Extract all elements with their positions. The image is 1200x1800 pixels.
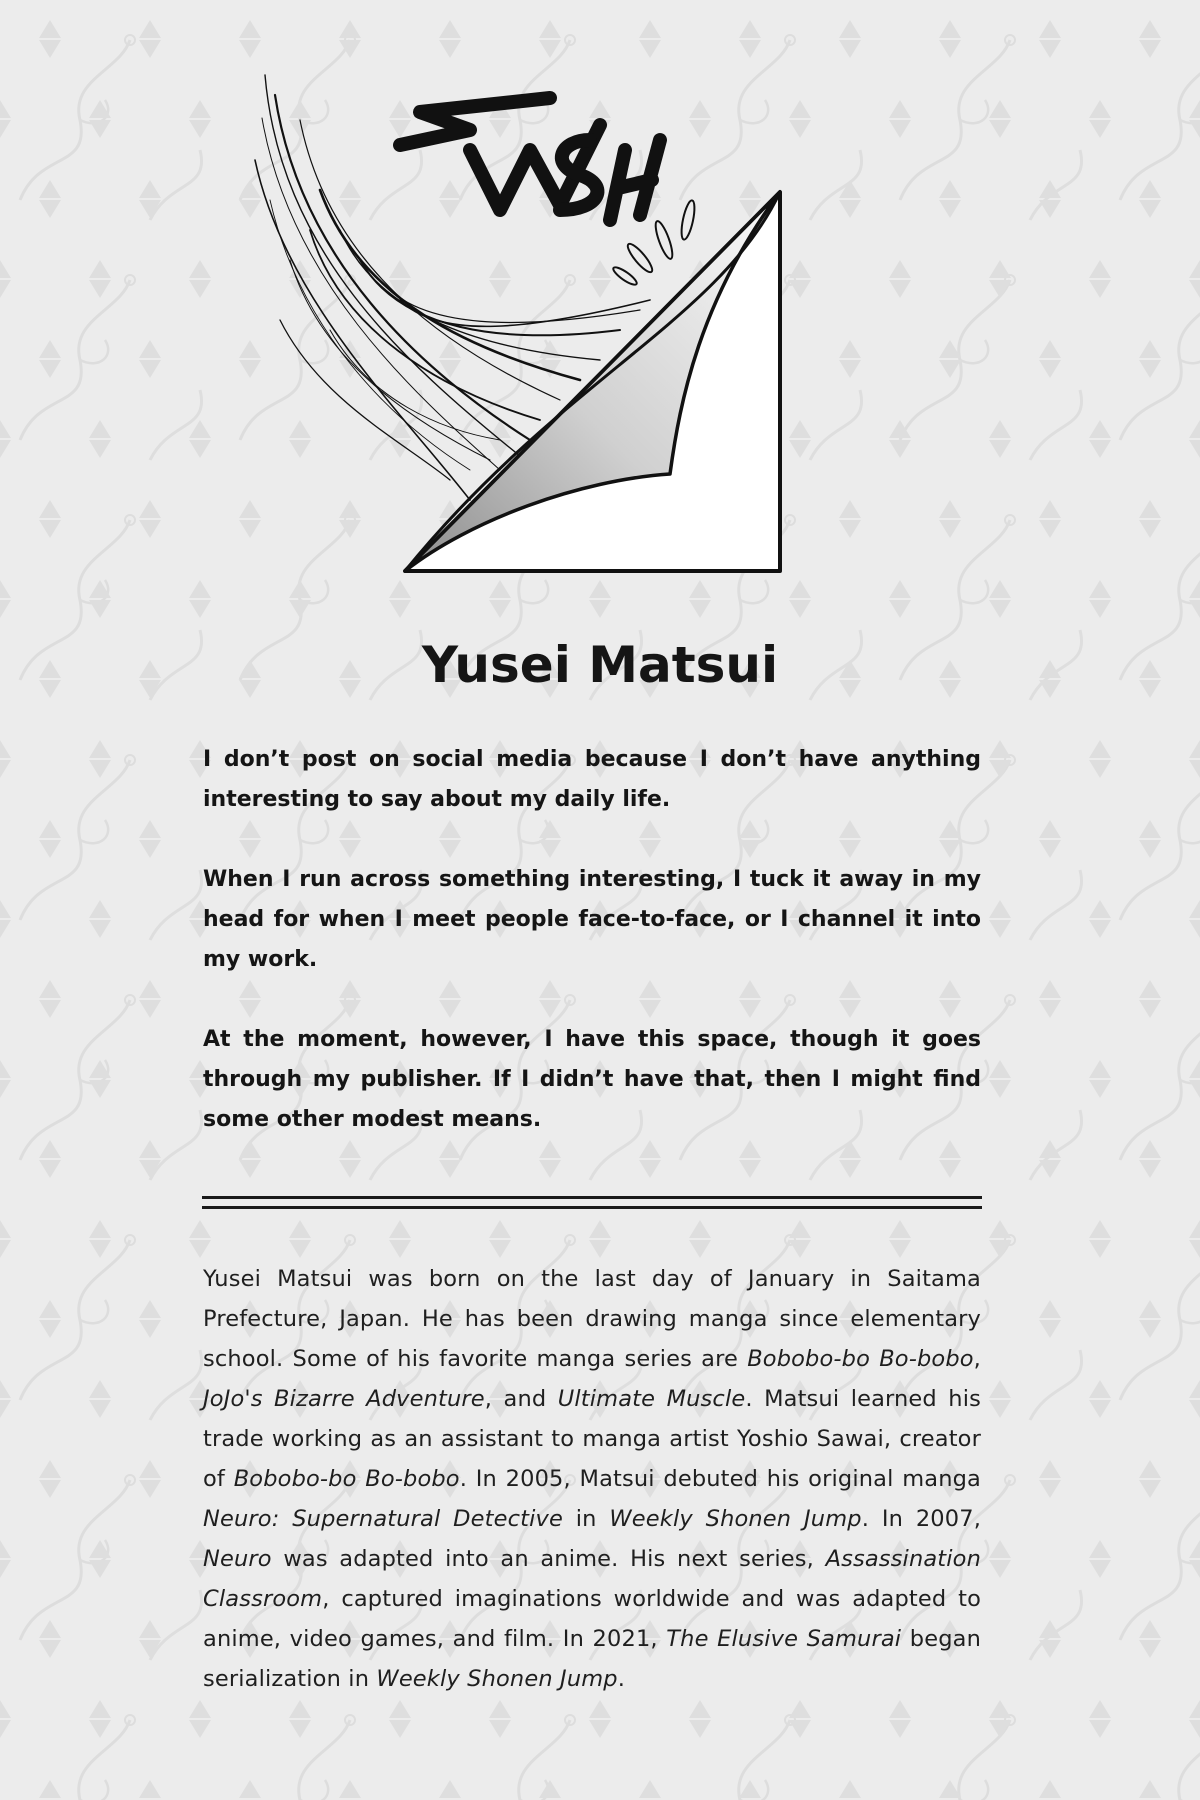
bio-text: , captured imaginations worldwide and was adapted to anime, video games, and film. In 2021,: [203, 1586, 981, 1652]
bio-text: in: [562, 1506, 610, 1532]
bio-title: Weekly Shonen Jump: [609, 1506, 862, 1532]
swsh-sound-effect: [400, 98, 660, 220]
author-quote-paragraph: At the moment, however, I have this space, though it goes through my publisher. If I didn’t have that, then I might find some other modest means.: [203, 1027, 981, 1132]
section-divider-line: [202, 1196, 982, 1199]
bio-title: Ultimate Muscle: [557, 1386, 746, 1412]
bio-title: Neuro: [203, 1546, 272, 1572]
author-quote-paragraph: When I run across something interesting, I tuck it away in my head for when I meet people face-to-face, or I channel it into my work.: [203, 867, 981, 972]
bio-text: began serialization in: [203, 1626, 981, 1692]
author-name-heading: Yusei Matsui: [421, 636, 779, 694]
bio-text: . Matsui learned his trade working as an assistant to manga artist Yoshio Sawai, creator of: [203, 1386, 981, 1492]
bio-text: was adapted into an anime. His next series,: [271, 1546, 826, 1572]
bio-text: . In 2007,: [861, 1506, 981, 1532]
section-divider-line: [202, 1206, 982, 1209]
bio-title: Weekly Shonen Jump: [376, 1666, 618, 1692]
bio-title: Assassination Classroom: [203, 1546, 981, 1612]
bio-title: Neuro: Supernatural Detective: [203, 1506, 563, 1532]
bio-text: Yusei Matsui was born on the last day of January in Saitama Prefecture, Japan. He has been drawing manga since elementary school. Some of his favorite manga series are: [203, 1266, 981, 1372]
author-biography: [203, 1259, 981, 1699]
bio-text: . In 2005, Matsui debuted his original manga: [459, 1466, 981, 1492]
bio-text: , and: [484, 1386, 558, 1412]
bio-title: The Elusive Samurai: [666, 1626, 902, 1652]
author-quote-paragraph: I don’t post on social media because I don’t have anything interesting to say about my daily life.: [203, 747, 981, 812]
bio-text: ,: [973, 1346, 981, 1372]
bio-title: JoJo's Bizarre Adventure: [203, 1386, 485, 1412]
bio-text: .: [617, 1666, 626, 1692]
page-flip-illustration: [0, 0, 1200, 600]
bio-title: Bobobo-bo Bo-bobo: [747, 1346, 974, 1372]
motion-dashes: [611, 199, 697, 287]
bio-title: Bobobo-bo Bo-bobo: [233, 1466, 460, 1492]
